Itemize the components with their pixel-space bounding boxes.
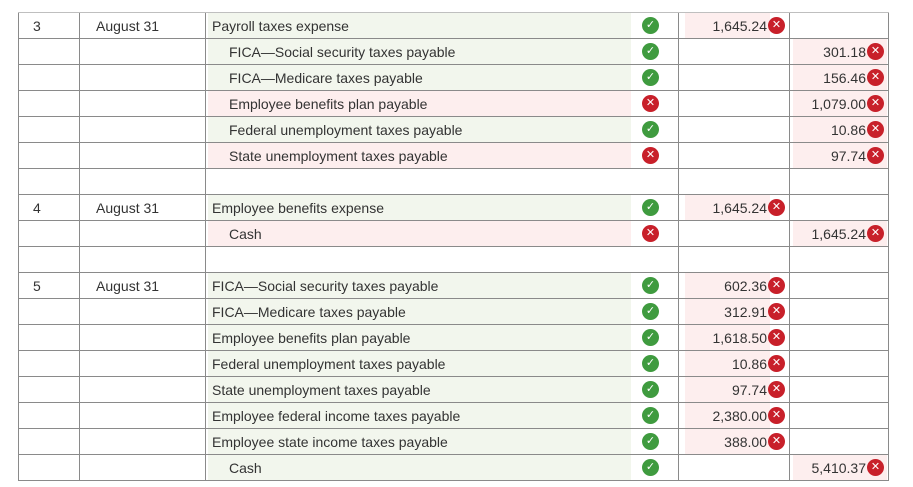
check-circle-icon: ✓ <box>642 69 659 86</box>
account-select[interactable] <box>208 91 631 116</box>
journal-row <box>18 325 889 351</box>
journal-row <box>18 299 889 325</box>
debit-cell <box>678 39 789 65</box>
credit-cell <box>789 169 889 195</box>
credit-cell <box>789 403 889 429</box>
account-cell <box>205 273 678 299</box>
account-select[interactable] <box>208 403 631 428</box>
account-cell <box>205 429 678 455</box>
entry-number: 3 <box>33 18 41 34</box>
account-select[interactable] <box>208 221 631 246</box>
credit-cell <box>789 455 889 481</box>
account-name: State unemployment taxes payable <box>229 148 448 164</box>
entry-number-cell <box>18 273 79 299</box>
date-cell <box>79 351 205 377</box>
account-name: Cash <box>229 460 262 476</box>
credit-cell <box>789 117 889 143</box>
journal-row <box>18 351 889 377</box>
entry-number-cell <box>18 455 79 481</box>
account-select[interactable] <box>208 299 631 324</box>
account-cell <box>205 403 678 429</box>
journal-row <box>18 377 889 403</box>
entry-number-cell <box>18 117 79 143</box>
credit-cell <box>789 429 889 455</box>
check-circle-icon: ✓ <box>642 355 659 372</box>
debit-amount: 388.00 <box>724 434 767 450</box>
journal-row <box>18 455 889 481</box>
credit-amount: 5,410.37 <box>811 460 866 476</box>
account-name: Federal unemployment taxes payable <box>229 122 463 138</box>
account-cell <box>205 65 678 91</box>
entry-number-cell <box>18 221 79 247</box>
x-circle-icon: ✕ <box>867 147 884 164</box>
debit-cell <box>678 13 789 39</box>
account-cell <box>205 195 678 221</box>
account-cell <box>205 91 678 117</box>
account-name: FICA—Social security taxes payable <box>229 44 456 60</box>
credit-cell <box>789 39 889 65</box>
entry-number: 5 <box>33 278 41 294</box>
debit-amount: 2,380.00 <box>712 408 767 424</box>
credit-cell <box>789 247 889 273</box>
spacer-row <box>18 247 889 273</box>
journal-row <box>18 273 889 299</box>
date-cell <box>79 299 205 325</box>
entry-number-cell <box>18 351 79 377</box>
credit-amount: 301.18 <box>823 44 866 60</box>
date-cell <box>79 455 205 481</box>
credit-cell <box>789 273 889 299</box>
account-cell <box>205 143 678 169</box>
account-name: Employee benefits plan payable <box>212 330 411 346</box>
debit-amount: 1,618.50 <box>712 330 767 346</box>
date-cell <box>79 273 205 299</box>
entry-number-cell <box>18 377 79 403</box>
check-circle-icon: ✓ <box>642 199 659 216</box>
debit-cell <box>678 117 789 143</box>
entry-number-cell <box>18 403 79 429</box>
account-cell <box>205 39 678 65</box>
debit-cell <box>678 65 789 91</box>
credit-amount: 97.74 <box>830 148 866 164</box>
entry-number-cell <box>18 169 79 195</box>
x-circle-icon: ✕ <box>642 95 659 112</box>
entry-number-cell <box>18 247 79 273</box>
debit-cell <box>678 299 789 325</box>
account-select[interactable] <box>208 39 631 64</box>
account-name: FICA—Medicare taxes payable <box>229 70 423 86</box>
date-cell <box>79 169 205 195</box>
credit-amount: 156.46 <box>823 70 866 86</box>
journal-row <box>18 143 889 169</box>
account-select[interactable] <box>208 377 631 402</box>
x-circle-icon: ✕ <box>768 381 785 398</box>
debit-cell <box>678 403 789 429</box>
credit-cell <box>789 299 889 325</box>
entry-date: August 31 <box>96 18 160 34</box>
account-cell <box>205 299 678 325</box>
check-circle-icon: ✓ <box>642 43 659 60</box>
check-circle-icon: ✓ <box>642 407 659 424</box>
x-circle-icon: ✕ <box>768 17 785 34</box>
account-name: FICA—Social security taxes payable <box>212 278 439 294</box>
x-circle-icon: ✕ <box>867 69 884 86</box>
entry-number-cell <box>18 429 79 455</box>
check-circle-icon: ✓ <box>642 121 659 138</box>
journal-row <box>18 13 889 39</box>
date-cell <box>79 429 205 455</box>
debit-cell <box>678 91 789 117</box>
credit-cell <box>789 13 889 39</box>
check-circle-icon: ✓ <box>642 17 659 34</box>
date-cell <box>79 13 205 39</box>
x-circle-icon: ✕ <box>768 329 785 346</box>
check-circle-icon: ✓ <box>642 329 659 346</box>
account-select[interactable] <box>208 325 631 350</box>
journal-row <box>18 221 889 247</box>
debit-cell <box>678 377 789 403</box>
credit-cell <box>789 65 889 91</box>
entry-number-cell <box>18 13 79 39</box>
journal-row <box>18 403 889 429</box>
journal-row <box>18 39 889 65</box>
x-circle-icon: ✕ <box>768 303 785 320</box>
account-cell <box>205 455 678 481</box>
debit-cell <box>678 273 789 299</box>
account-cell <box>205 169 678 195</box>
debit-amount: 312.91 <box>724 304 767 320</box>
entry-date: August 31 <box>96 200 160 216</box>
x-circle-icon: ✕ <box>768 355 785 372</box>
x-circle-icon: ✕ <box>642 147 659 164</box>
debit-amount: 1,645.24 <box>712 18 767 34</box>
account-select[interactable] <box>208 117 631 142</box>
credit-cell <box>789 351 889 377</box>
spacer-row <box>18 169 889 195</box>
date-cell <box>79 221 205 247</box>
account-select[interactable] <box>208 195 631 220</box>
account-name: Employee federal income taxes payable <box>212 408 461 424</box>
account-cell <box>205 221 678 247</box>
debit-amount: 10.86 <box>731 356 767 372</box>
entry-number-cell <box>18 143 79 169</box>
account-name: Payroll taxes expense <box>212 18 349 34</box>
account-cell <box>205 325 678 351</box>
account-select[interactable] <box>208 13 631 38</box>
debit-amount: 97.74 <box>731 382 767 398</box>
check-circle-icon: ✓ <box>642 381 659 398</box>
date-cell <box>79 39 205 65</box>
date-cell <box>79 91 205 117</box>
entry-date: August 31 <box>96 278 160 294</box>
journal-row <box>18 91 889 117</box>
debit-cell <box>678 221 789 247</box>
journal-row <box>18 429 889 455</box>
x-circle-icon: ✕ <box>768 199 785 216</box>
date-cell <box>79 377 205 403</box>
x-circle-icon: ✕ <box>768 277 785 294</box>
debit-amount: 1,645.24 <box>712 200 767 216</box>
account-select[interactable] <box>208 455 631 480</box>
credit-amount: 10.86 <box>830 122 866 138</box>
x-circle-icon: ✕ <box>867 225 884 242</box>
account-name: Cash <box>229 226 262 242</box>
entry-number-cell <box>18 299 79 325</box>
debit-cell <box>678 325 789 351</box>
credit-cell <box>789 377 889 403</box>
x-circle-icon: ✕ <box>867 121 884 138</box>
account-name: Employee state income taxes payable <box>212 434 448 450</box>
debit-cell <box>678 247 789 273</box>
debit-cell <box>678 169 789 195</box>
check-circle-icon: ✓ <box>642 459 659 476</box>
account-name: FICA—Medicare taxes payable <box>212 304 406 320</box>
date-cell <box>79 195 205 221</box>
check-circle-icon: ✓ <box>642 433 659 450</box>
account-cell <box>205 117 678 143</box>
entry-number-cell <box>18 39 79 65</box>
x-circle-icon: ✕ <box>867 95 884 112</box>
entry-number-cell <box>18 65 79 91</box>
account-cell <box>205 247 678 273</box>
debit-cell <box>678 455 789 481</box>
credit-cell <box>789 221 889 247</box>
x-circle-icon: ✕ <box>642 225 659 242</box>
account-name: Federal unemployment taxes payable <box>212 356 446 372</box>
debit-cell <box>678 429 789 455</box>
entry-number: 4 <box>33 200 41 216</box>
entry-number-cell <box>18 91 79 117</box>
credit-amount: 1,079.00 <box>811 96 866 112</box>
x-circle-icon: ✕ <box>768 433 785 450</box>
account-select[interactable] <box>208 273 631 298</box>
journal-row <box>18 195 889 221</box>
date-cell <box>79 247 205 273</box>
x-circle-icon: ✕ <box>867 43 884 60</box>
date-cell <box>79 403 205 429</box>
x-circle-icon: ✕ <box>867 459 884 476</box>
debit-cell <box>678 351 789 377</box>
debit-cell <box>678 143 789 169</box>
credit-cell <box>789 195 889 221</box>
date-cell <box>79 117 205 143</box>
account-cell <box>205 13 678 39</box>
entry-number-cell <box>18 325 79 351</box>
account-cell <box>205 377 678 403</box>
check-circle-icon: ✓ <box>642 277 659 294</box>
date-cell <box>79 65 205 91</box>
credit-cell <box>789 325 889 351</box>
account-cell <box>205 351 678 377</box>
account-select[interactable] <box>208 429 631 454</box>
date-cell <box>79 325 205 351</box>
debit-amount: 602.36 <box>724 278 767 294</box>
credit-amount: 1,645.24 <box>811 226 866 242</box>
credit-cell <box>789 91 889 117</box>
check-circle-icon: ✓ <box>642 303 659 320</box>
account-select[interactable] <box>208 143 631 168</box>
account-select[interactable] <box>208 65 631 90</box>
journal-row <box>18 117 889 143</box>
entry-number-cell <box>18 195 79 221</box>
x-circle-icon: ✕ <box>768 407 785 424</box>
journal-row <box>18 65 889 91</box>
credit-cell <box>789 143 889 169</box>
account-select[interactable] <box>208 351 631 376</box>
debit-cell <box>678 195 789 221</box>
account-name: Employee benefits plan payable <box>229 96 428 112</box>
account-name: Employee benefits expense <box>212 200 384 216</box>
date-cell <box>79 143 205 169</box>
account-name: State unemployment taxes payable <box>212 382 431 398</box>
